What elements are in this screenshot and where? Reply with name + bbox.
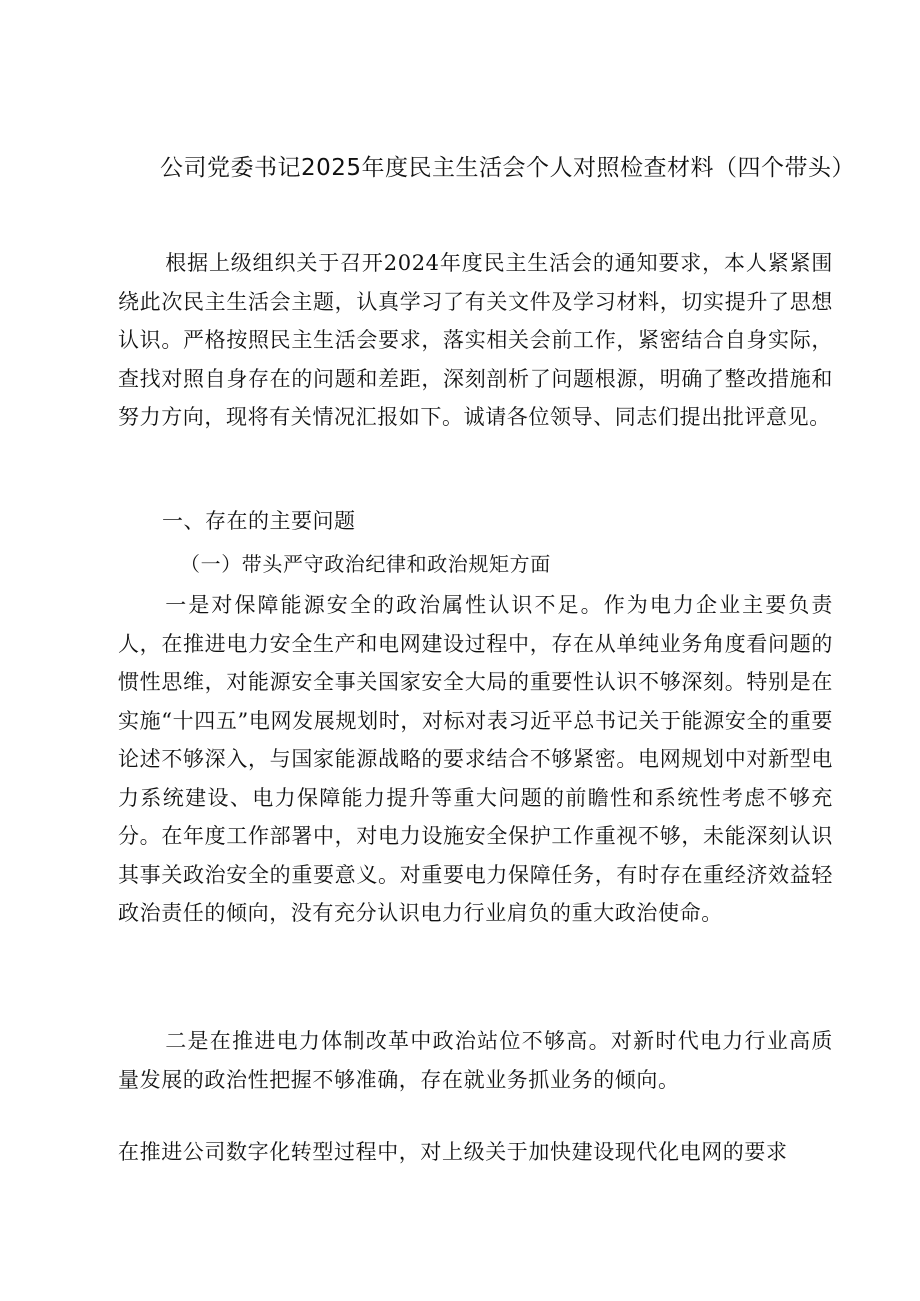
body-paragraph-1: 一是对保障能源安全的政治属性认识不足。作为电力企业主要负责人，在推进电力安全生产和电网建设过程中，存在从单纯业务角度看问题的惯性思维，对能源安全事关国家安全大局的重要性认识不够深刻。特别是在实施“十四五”电网发展规划时，对标对表习近平总书记关于能源安全的重要论述不够深入，与国家能源战略的要求结合不够紧密。电网规划中对新型电力系统建设、电力保障能力提升等重大问题的前瞻性和系统性考虑不够充分。在年度工作部署中，对电力设施安全保护工作重视不够，未能深刻认识其事关政治安全的重要意义。对重要电力保障任务，有时存在重经济效益轻政治责任的倾向，没有充分认识电力行业肩负的重大政治使命。 [118, 593, 833, 925]
body-paragraph-3: 在推进公司数字化转型过程中，对上级关于加快建设现代化电网的要求 [118, 1140, 788, 1164]
subsection-heading: （一）带头严守政治纪律和政治规矩方面 [180, 552, 551, 576]
intro-paragraph: 根据上级组织关于召开2024年度民主生活会的通知要求，本人紧紧围绕此次民主生活会主题，认真学习了有关文件及学习材料，切实提升了思想认识。严格按照民主生活会要求，落实相关会前工作，紧密结合自身实际，查找对照自身存在的问题和差距，深刻剖析了问题根源，明确了整改措施和努力方向，现将有关情况汇报如下。诚请各位领导、同志们提出批评意见。 [118, 251, 833, 429]
document-title: 公司党委书记2025年度民主生活会个人对照检查材料（四个带头） [160, 155, 856, 181]
section-heading: 一、存在的主要问题 [162, 509, 356, 533]
body-paragraph-2: 二是在推进电力体制改革中政治站位不够高。对新时代电力行业高质量发展的政治性把握不够准确，存在就业务抓业务的倾向。 [118, 1029, 833, 1092]
